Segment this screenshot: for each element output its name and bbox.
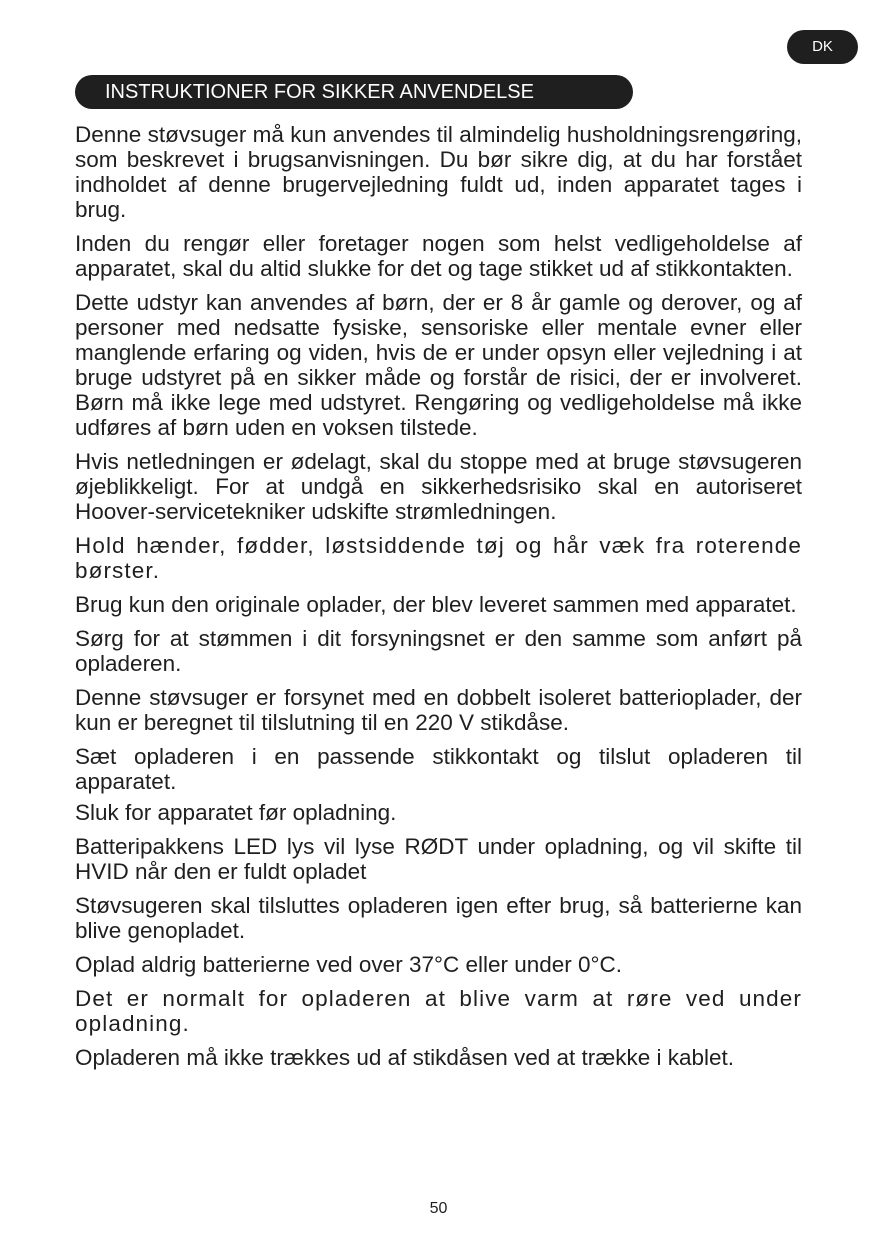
paragraph-connect-charger: Sæt opladeren i en passende stikkontakt og tilslut opladeren til apparatet.	[75, 744, 802, 794]
paragraph-children-persons: Dette udstyr kan anvendes af børn, der er 8 år gamle og derover, og af personer med nedsatte fysiske, sensoriske eller mentale evner eller manglende erfaring og viden, hvis de er under opsyn eller vejledning i at bruge udstyret på en sikker måde og forstår de risici, der er involveret. Børn må ikke lege med udstyret. Rengøring og vedligeholdelse må ikke udføres af børn uden en voksen tilstede.	[75, 290, 802, 440]
paragraph-mains-supply: Sørg for at stømmen i dit forsyningsnet er den samme som anført på opladeren.	[75, 626, 802, 676]
paragraph-power-cord: Hvis netledningen er ødelagt, skal du stoppe med at bruge støvsugeren øjeblikkeligt. For at undgå en sikkerhedsrisiko skal en autoriseret Hoover-servicetekniker udskifte strømledningen.	[75, 449, 802, 524]
paragraph-double-insulated: Denne støvsuger er forsynet med en dobbelt isoleret batterioplader, der kun er beregnet til tilslutning til en 220 V stikdåse.	[75, 685, 802, 735]
section-header: INSTRUKTIONER FOR SIKKER ANVENDELSE	[75, 75, 633, 109]
paragraph-charger-warm: Det er normalt for opladeren at blive varm at røre ved under opladning.	[75, 986, 802, 1036]
page-number: 50	[429, 1200, 448, 1217]
paragraph-intended-use: Denne støvsuger må kun anvendes til almindelig husholdningsrengøring, som beskrevet i brugsanvisningen. Du bør sikre dig, at du har forstået indholdet af denne brugervejledning fuldt ud, inden apparatet tages i brug.	[75, 122, 802, 222]
paragraph-unplug: Opladeren må ikke trækkes ud af stikdåsen ved at trække i kablet.	[75, 1045, 735, 1070]
paragraph-recharge: Støvsugeren skal tilsluttes opladeren igen efter brug, så batterierne kan blive genopladet.	[75, 893, 802, 943]
paragraph-maintenance: Inden du rengør eller foretager nogen som helst vedligeholdelse af apparatet, skal du altid slukke for det og tage stikket ud af stikkontakten.	[75, 231, 802, 281]
language-badge: DK	[787, 30, 858, 64]
paragraph-switch-off: Sluk for apparatet før opladning.	[75, 800, 397, 825]
paragraph-temperature: Oplad aldrig batterierne ved over 37°C eller under 0°C.	[75, 952, 623, 977]
paragraph-brushes: Hold hænder, fødder, løstsiddende tøj og hår væk fra roterende børster.	[75, 533, 802, 583]
paragraph-led: Batteripakkens LED lys vil lyse RØDT under opladning, og vil skifte til HVID når den er fuldt opladet	[75, 834, 802, 884]
paragraph-original-charger: Brug kun den originale oplader, der blev leveret sammen med apparatet.	[75, 592, 797, 617]
instructions-body	[75, 122, 802, 1079]
